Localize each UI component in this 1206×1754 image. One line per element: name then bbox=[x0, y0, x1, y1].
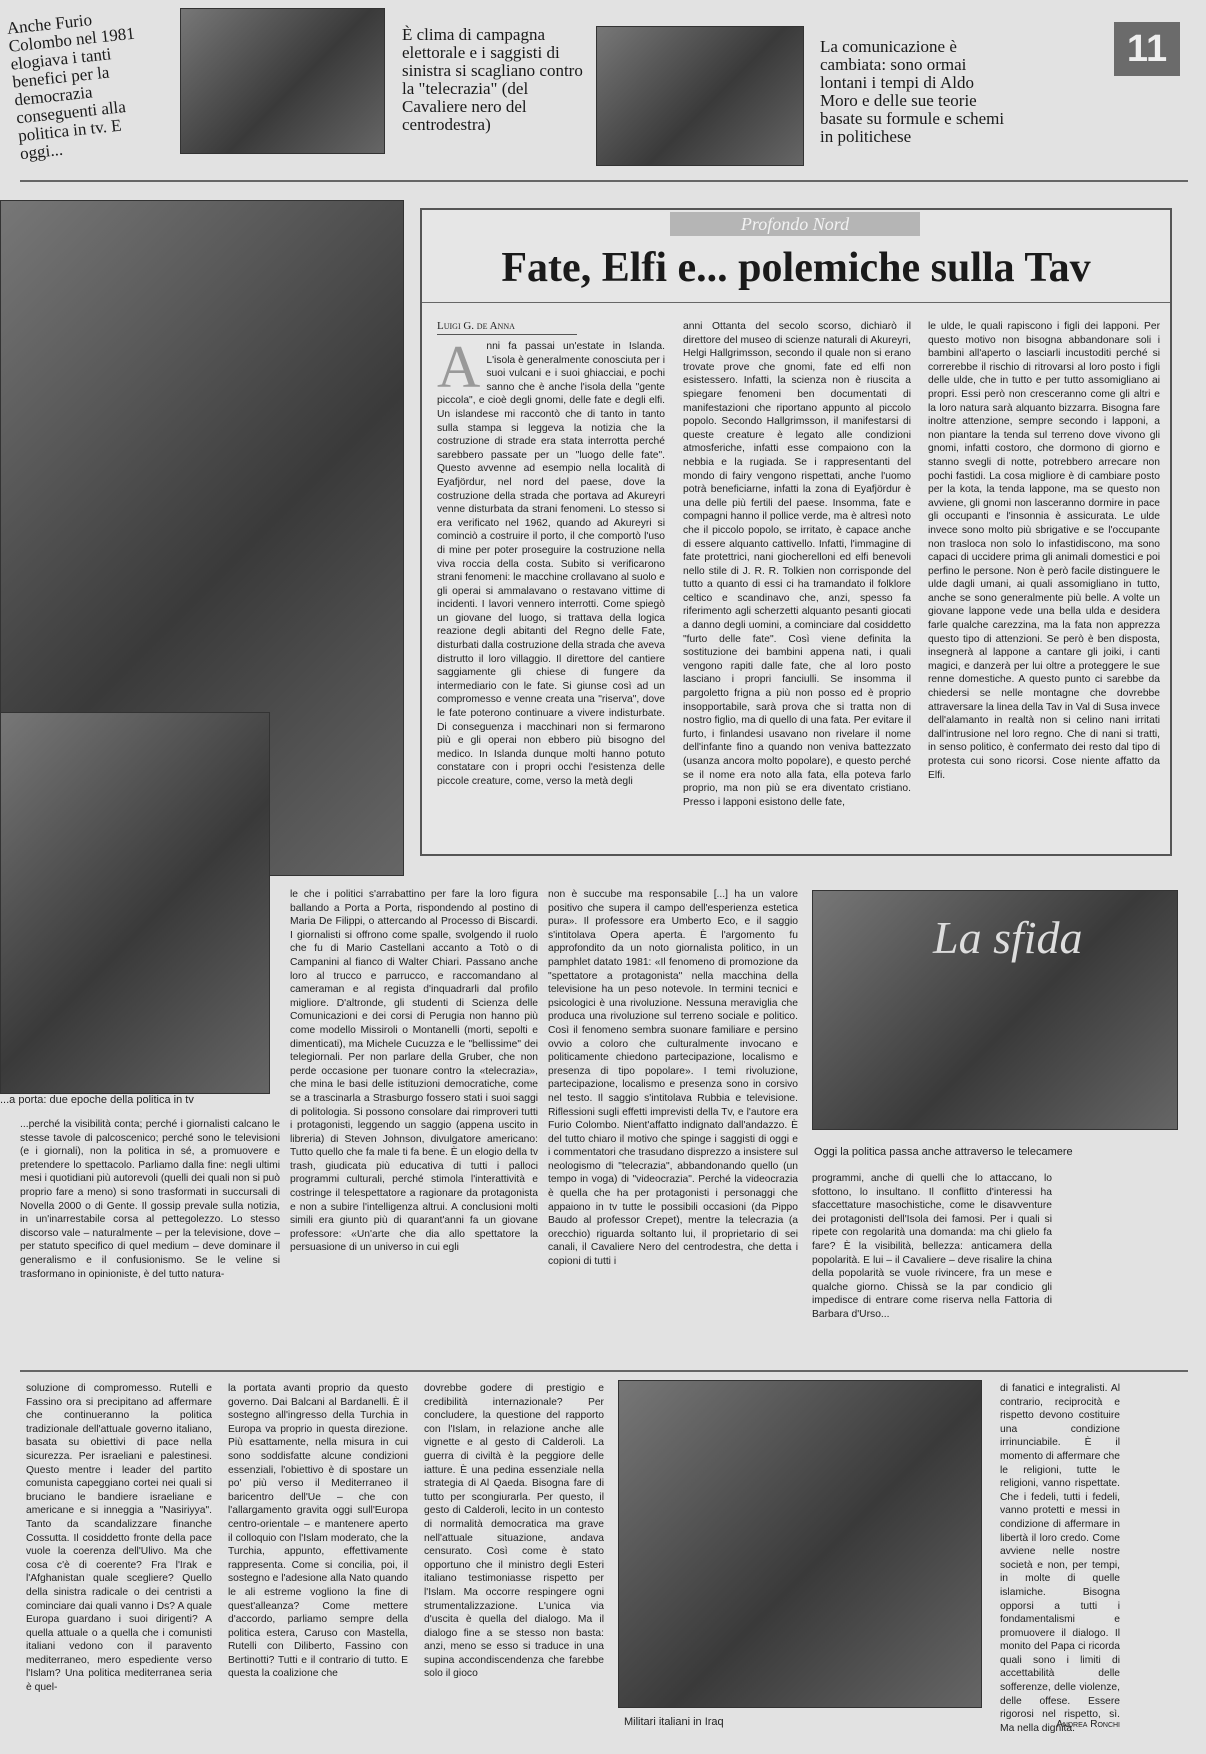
page-number: 11 bbox=[1114, 22, 1180, 76]
headline-rule bbox=[422, 302, 1170, 303]
top-divider bbox=[20, 180, 1188, 182]
bottom-column-d: di fanatici e integralisti. Al contrario, reciprocità e rispetto devono costituire una condizione irrinunciabile. È il momento di affermare che le religioni, tutte le religioni, vanno rispettate. Che i fedeli, tutti i fedeli, vanno protetti e messi in condizione di affermare in libertà il loro credo. Come avviene nelle nostre società e non, per tempi, in molte di quelle islamiche. Bisogna opporsi a tutti i fondamentalismi e promuovere il dialogo. Il monito del Papa ci ricorda quali sono i limiti di accettabilità delle sofferenze, delle violenze, delle offese. Essere rigorosi nel rispetto, sì. Ma nella dignità. bbox=[1000, 1383, 1120, 1734]
teaser-3: La comunicazione è cambiata: sono ormai lontani i tempi di Aldo Moro e delle sue teorie basate su formule e schemi in politichese bbox=[820, 37, 1005, 146]
feature-column-2 bbox=[683, 320, 911, 846]
feature-column-1 bbox=[437, 334, 665, 846]
photo-caption-tv: ...a porta: due epoche della politica in tv bbox=[0, 1094, 194, 1106]
photo-aldo-moro bbox=[596, 26, 804, 166]
bottom-column-b: la portata avanti proprio da questo governo. Dai Balcani al Bardanelli. È il sostegno all'ingresso della Turchia in Europa va proprio in questa direzione. Più esattamente, nella misura in cui sono soddisfatte alcune condizioni essenziali, l'obiettivo è di spostare un po' più verso il Mediterraneo il baricentro dell'Ue – che con l'allargamento gravita oggi sull'Europa centro-orientale – e mantenere aperto il colloquio con l'Islam moderato, che la Turchia, appunto, effettivamente rappresenta. Come si concilia, poi, il sostegno e l'adesione alla Nato quando le ali estreme vogliono la fine di quest'alleanza? Come mettere d'accordo, parliamo sempre della politica estera, Caruso con Mastella, Rutelli con Diliberto, Fassino con Bertinotti? Tutti e il contrario di tutto. E questa la coalizione che bbox=[228, 1383, 409, 1680]
bottom-signature: Andrea Ronchi bbox=[1056, 1719, 1120, 1730]
feature-byline: Luigi G. de Anna bbox=[437, 320, 577, 335]
drop-cap: A bbox=[437, 334, 481, 400]
photo-soldiers bbox=[618, 1380, 982, 1708]
middle-column-d: programmi, anche di quelli che lo attaccano, lo sfottono, lo insultano. Il conflitto d'interessi ha sfaccettature masochistiche, come le disavventure dei protagonisti dell'Isola dei famosi. Per i quali si ripete con regolarità una domanda: ma chi glielo fa fare? È la visibilità, bellezza: anticamera della popolarità. E lui – il Cavaliere – deve risalire la china della popolarità se vuole rivincere, fra un mese e qualche giorno. Chissà se la par condicio gli impedisce di entrare come riserva nella Fattoria di Barbara d'Urso... bbox=[812, 1173, 1052, 1320]
photo-caption-la-sfida: Oggi la politica passa anche attraverso le telecamere bbox=[814, 1146, 1073, 1158]
feature-text-1: nni fa passai un'estate in Islanda. L'isola è generalmente conosciuta per i suoi vulcani e i suoi ghiacciai, e pochi sanno che è anche l'isola della "gente piccola", e cioè degli gnomi, delle fate e degli elfi. Un islandese mi raccontò che di tanto in tanto sulla stampa si leggeva la notizia che la costruzione di strade era stata interrotta perché sarebbero passate per un "luogo delle fate". Questo avvenne ad esempio nella località di Eyafjördur, nel nord del paese, dove la costruzione della strada che portava ad Akureyri venne disturbata da strani fenomeni. Lo stesso si era verificato nel 1962, quando ad Akureyri si cominciò a costruire il porto, il che comportò l'uso di mine per poter proseguire la costruzione nella viva roccia della costa. Subito si verificarono strani fenomeni: le macchine crollavano al suolo e gli operai si ammalavano o restavano vittime di incidenti. I lavori vennero interrotti. Come spiegò un giovane del luogo, si trattava della logica reazione degli abitanti del Regno delle Fate, disturbati dalla costruzione della strada che aveva distrutto il loro villaggio. Il direttore del cantiere saggiamente gli chiese di fungere da intermediario con le fate. Si giunse così ad un compromesso e venne creata una "riserva", dove le fate poterono continuare a vivere indisturbate. Di conseguenza i macchinari non si fermarono più e gli operai non ebbero più bisogno del medico. In Islanda dunque molti hanno potuto constatare con i propri occhi l'esistenza delle piccole creature, come, verso la metà degli bbox=[437, 341, 665, 787]
middle-divider bbox=[20, 1370, 1188, 1372]
photo-caption-soldiers: Militari italiani in Iraq bbox=[624, 1716, 724, 1728]
teaser-2: È clima di campagna elettorale e i saggisti di sinistra si scagliano contro la "telecrazia" (del Cavaliere nero del centrodestra) bbox=[402, 25, 583, 134]
photo-berlusconi bbox=[180, 8, 385, 154]
photo-la-sfida bbox=[812, 890, 1178, 1130]
feature-headline: Fate, Elfi e... polemiche sulla Tav bbox=[501, 245, 1091, 291]
teaser-1: Anche Furio Colombo nel 1981 elogiava i tanti benefici per la democrazia conseguenti alla politica in tv. E oggi... bbox=[5, 10, 136, 164]
feature-text-2: anni Ottanta del secolo scorso, dichiarò il direttore del museo di scienze naturali di Akureyri, Helgi Hallgrimsson, secondo il quale non si erano trovate prove che gnomi, fate ed elfi non esistessero. Infatti, la scienza non è riuscita a spiegare fenomeni ben documentati di manifestazioni che riportano appunto al piccolo popolo. Secondo Hallgrimsson, il manifestarsi di queste creature è legato alle condizioni atmosferiche, infatti esse compaiono con la nebbia e la rugiada. Se i rappresentanti del mondo di fairy vengono rispettati, anche l'uomo potrà beneficiarne, infatti la zona di Eyafjördur è una delle più fertili del paese. Insomma, fate e compagni hanno il pollice verde, ma è altresì noto che il piccolo popolo, se irritato, è capace anche di essere alquanto cattivello. Infatti, l'immagine di fate protettrici, nani giocherelloni ed elfi benevoli nello stile di J. R. R. Tolkien non corrisponde del tutto a quanto di essi ci ha tramandato il folklore celtico e scandinavo che, anzi, spesso fa riferimento agli scherzetti alquanto pesanti giocati a danno degli uomini, a cominciare dal cosiddetto "furto delle fate". Così viene definita la sostituzione dei bambini appena nati, i quali vengono rapiti dalle fate, che al loro posto lasciano i propri fanciulli. Se insomma il pargoletto frigna a più non posso ed è proprio insopportabile, sarà prova che si tratta non di nostro figlio, ma di quello di una fata. Per evitare il furto, i finlandesi usavano non rivelare il nome dell'infante fino a quando non veniva battezzato (usanza ancora molto popolare), e questo perché se il nome era noto alla fata, ella poteva farlo proprio, ma non più se era diventato cristiano. Presso i lapponi esistono delle fate, bbox=[683, 321, 911, 808]
la-sfida-studio-sign: La sfida bbox=[933, 912, 1083, 963]
photo-laughing-man bbox=[0, 712, 270, 1094]
bottom-column-c: dovrebbe godere di prestigio e credibilità internazionale? Per concludere, la questione del rapporto con l'Islam, in relazione anche alle vignette e al gesto di Calderoli. La guerra di civiltà è la peggiore delle iatture. È una pedina essenziale nella strategia di Al Qaeda. Bisogna fare di tutto per scongiurarla. Per questo, il gesto di Calderoli, lecito in un contesto di normalità democratica ma grave nell'attuale situazione, andava censurato. Così come è stato opportuno che il ministro degli Esteri italiano testimoniasse rispetto per l'Islam. Ma occorre respingere ogni strumentalizzazione. L'unica via d'uscita è quella del dialogo. Ma il dialogo fine a se stesso non basta: anzi, meno se esso si traduce in una supina accondiscendenza che farebbe solo il gioco bbox=[424, 1383, 604, 1680]
middle-column-a: ...perché la visibilità conta; perché i giornalisti calcano le stesse tavole di palcoscenico; perché sono le televisioni (e i giornali), non la politica in sé, a promuovere e pretendere lo spettacolo. Parliamo dalla fine: negli ultimi mesi i quotidiani più autorevoli (quelli dei quali non si può proprio fare a meno) si sono trasformati in succursali di Novella 2000 o di Gente. Il gossip prevale sulla notizia, in un'inarrestabile corsa al pettegolezzo. Lo stesso discorso vale – naturalmente – per la televisione, dove – per statuto specifico di quel medium – deve dominare il generalismo e il confusionismo. Se le veline si trasformano in opinioniste, è del tutto natura- bbox=[20, 1119, 280, 1280]
feature-kicker: Profondo Nord bbox=[670, 212, 920, 236]
bottom-column-a: soluzione di compromesso. Rutelli e Fassino ora si precipitano ad affermare che continueranno la politica tradizionale dell'attuale governo italiano, basata su obiettivi di pace nella sicurezza. Per israeliani e palestinesi. Questo mentre i leader del partito comunista capeggiano cortei nei quali si bruciano le bandiere israeliane e americane e si inneggia a "Nasiriyya". Tanto da scandalizzare finanche Cossutta. Il cosiddetto fronte della pace vuole la coerenza dell'Ulivo. Ma che cosa c'è di coerente? Fra l'Irak e l'Afghanistan quale scegliere? Quello della sinistra radicale o dei centristi a cominciare dai quali vanno i Ds? A quale Europa guardano i suoi dirigenti? A quella attuale o a quella che i comunisti italiani vedono con il paravento mediterraneo, mero espediente verso l'Islam? Una politica mediterranea seria è quel- bbox=[26, 1383, 212, 1694]
feature-column-3 bbox=[928, 320, 1160, 846]
feature-text-3: le ulde, le quali rapiscono i figli dei lapponi. Per questo motivo non bisogna abbandonare soli i bambini all'aperto o lasciarli incustoditi perché si correrebbe il rischio di ritrovarsi al loro posto i figli delle ulde, che in tutto e per tutto assomigliano ai propri. Essi però non cresceranno come gli altri e la loro natura sarà alquanto bizzarra. Bisogna fare inoltre attenzione, sempre secondo i lapponi, a non piantare la tenda sul terreno dove vivono gli gnomi, infatti costoro, che dormono di giorno e stanno svegli di notte, potrebbero arrecare non pochi fastidi. La cosa migliore è di cambiare posto per la kota, la tenda lappone, ma se questo non avviene, gli gnomi non lasceranno dormire in pace gli occupanti e l'insonnia è assicurata. Le ulde invece sono molto più sbrigative e se l'occupante non trasloca non solo lo infastidiscono, ma sono capaci di uccidere prima gli animali domestici e poi perfino le persone. Non è però facile distinguere le ulde dagli umani, ai quali assomigliano in tutto, anche se sono generalmente più belle. A volte un giovane lappone vede una bella ulda e desidera farle qualche carezzina, ma la fata non apprezza questo tipo di attenzioni. Se però è ben disposta, insegnerà al lappone a cantare gli joiki, i canti magici, e danzerà per lui oltre a proteggere le sue renne domestiche. A questo punto ci sarebbe da chiedersi se nelle montagne che dovrebbe attraversare la linea della Tav in Val di Susa invece dell'alamanto in realtà non si celino nani irritati dall'intrusione nel loro regno. Che di nani si tratti, in senso politico, è confermato dei resto dal tipo di protesta cui sono ricorsi. Cose niente affatto da Elfi. bbox=[928, 321, 1160, 781]
middle-column-c: non è succube ma responsabile [...] ha un valore positivo che supera il campo dell'esperienza estetica pura». Il professore era Umberto Eco, e il saggio s'intitolava Opera aperta. È l'argomento fu approfondito da un noto giornalista politico, in un pamphlet datato 1981: «Il fenomeno di promozione da "spettatore a protagonista" nella macchina della televisione ha un peso notevole. In termini tecnici e psicologici è una rivoluzione. Nessuna meraviglia che produca una rivoluzione sul terreno sociale e politico. Così il fenomeno sembra suonare familiare e persino ovvio a coloro che culturalmente invocano e politicamente chiedono partecipazione, localismo e presenza di tipo popolare». I temi rivoluzione, partecipazione, localismo e presenza sono in corsivo nel testo. Il saggio s'intitolava Rubbia e televisione. Riflessioni sugli effetti imprevisti della Tv, e l'autore era Furio Colombo. Nient'affatto indignato dall'andazzo. È del tutto chiaro il motivo che spinge i saggisti di oggi e i commentatori che trasudano disprezzo a insistere sul neologismo di "telecrazia", abbandonando quello (un tempo in voga) di "videocrazia". Perché la videocrazia è quella che ha per protagonisti i personaggi che appaiono in tv tutte le possibili occasioni (da Pippo Baudo al professor Crepet), mentre la telecrazia (a orecchio) riguarda soltanto lui, il proprietario di sei canali, il Cavaliere Nero del centrodestra, che detta i copioni di tutti i bbox=[548, 889, 798, 1268]
middle-column-b: le che i politici s'arrabattino per fare la loro figura ballando a Porta a Porta, rispondendo al postino di Maria De Filippi, o attercando al Processo di Biscardi. I giornalisti si offrono come spalle, svolgendo il ruolo che fu di Mario Castellani accanto a Totò o di Campanini al fianco di Walter Chiari. Passano anche loro al trucco e parrucco, e raccomandano al cameraman e al regista d'inquadrarli dal profilo migliore. D'altronde, gli studenti di Scienza delle Comunicazioni e dei corsi di Perugia non hanno più come modello Missiroli o Montanelli (morti, sepolti e dimenticati), ma Michele Cucuzza e le "bellissime" dei telegiornali. Per non parlare della Gruber, che non perde occasione per tuonare contro la «telecrazia», che mina le basi delle istituzioni democratiche, come se a trascinarla a Strasburgo fossero stati i suoi saggi di politologia. Si possono consolare dai rimproveri tutti i protagonisti, leggendo un saggio (appena uscito in libreria) di Steven Johnson, divulgatore americano: Tutto quello che fa male ti fa bene. È un elogio della tv trash, giudicata più educativa di tutti i palloci programmi culturali, perché stimola l'interattività e costringe il telespettatore a ragionare da protagonista e non a subire l'intelligenza altrui. A conclusioni molti simili era giunto più di quarant'anni fa un giovane professore: «Un'arte che dia allo spettatore la persuasione di un universo in cui egli bbox=[290, 889, 538, 1254]
